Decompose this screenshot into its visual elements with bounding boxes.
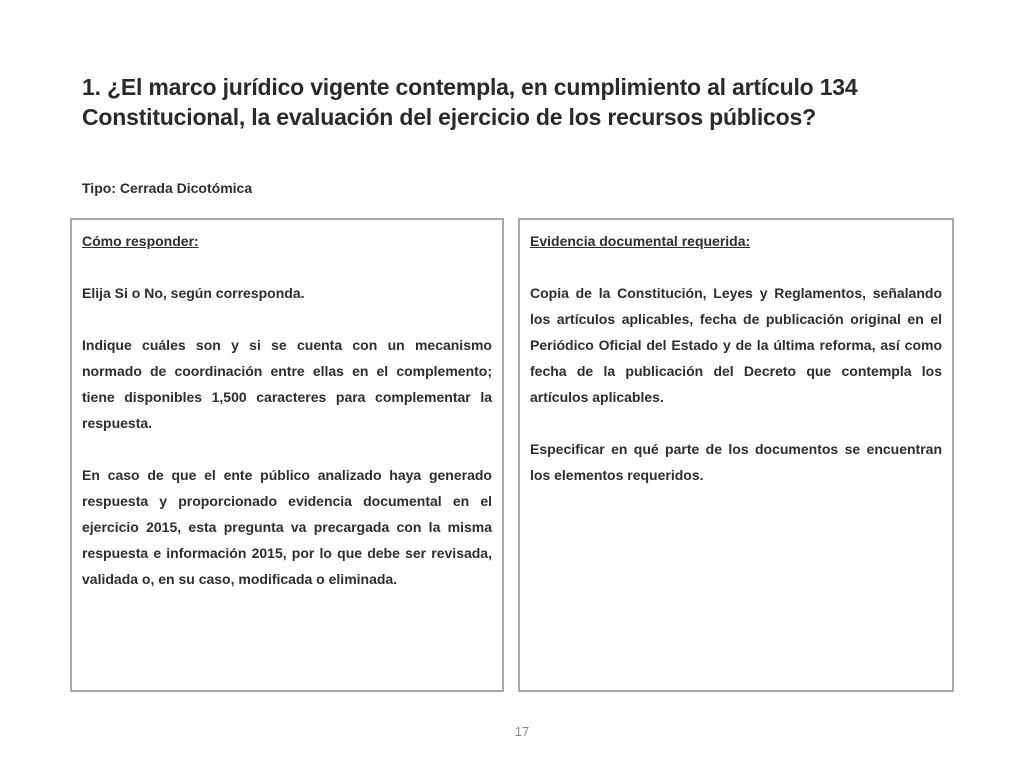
required-evidence-paragraph: Copia de la Constitución, Leyes y Reglamentos, señalando los artículos aplicables, fecha de publicación original en el Periódico Oficial del Estado y de la última reforma, así como fecha de la publicación del Decreto que contempla los artículos aplicables. (530, 285, 942, 405)
required-evidence-panel (518, 218, 954, 692)
how-to-answer-paragraph: Elija Si o No, según corresponda. (82, 285, 305, 301)
page-number: 17 (514, 724, 530, 739)
how-to-answer-paragraph: Indique cuáles son y si se cuenta con un mecanismo normado de coordinación entre ellas en el complemento; tiene disponibles 1,500 caracteres para complementar la respuesta. (82, 337, 492, 431)
how-to-answer-panel (70, 218, 504, 692)
question-title: 1. ¿El marco jurídico vigente contempla, en cumplimiento al artículo 134 Constitucional, la evaluación del ejercicio de los recursos públicos? (82, 74, 858, 130)
how-to-answer-paragraph: En caso de que el ente público analizado haya generado respuesta y proporcionado evidencia documental en el ejercicio 2015, esta pregunta va precargada con la misma respuesta e información 2015, por lo que debe ser revisada, validada o, en su caso, modificada o eliminada. (82, 467, 492, 587)
required-evidence-paragraph: Especificar en qué parte de los documentos se encuentran los elementos requeridos. (530, 441, 942, 483)
question-type: Tipo: Cerrada Dicotómica (82, 180, 253, 196)
how-to-answer-heading: Cómo responder: (82, 233, 199, 249)
required-evidence-heading: Evidencia documental requerida: (530, 233, 751, 249)
